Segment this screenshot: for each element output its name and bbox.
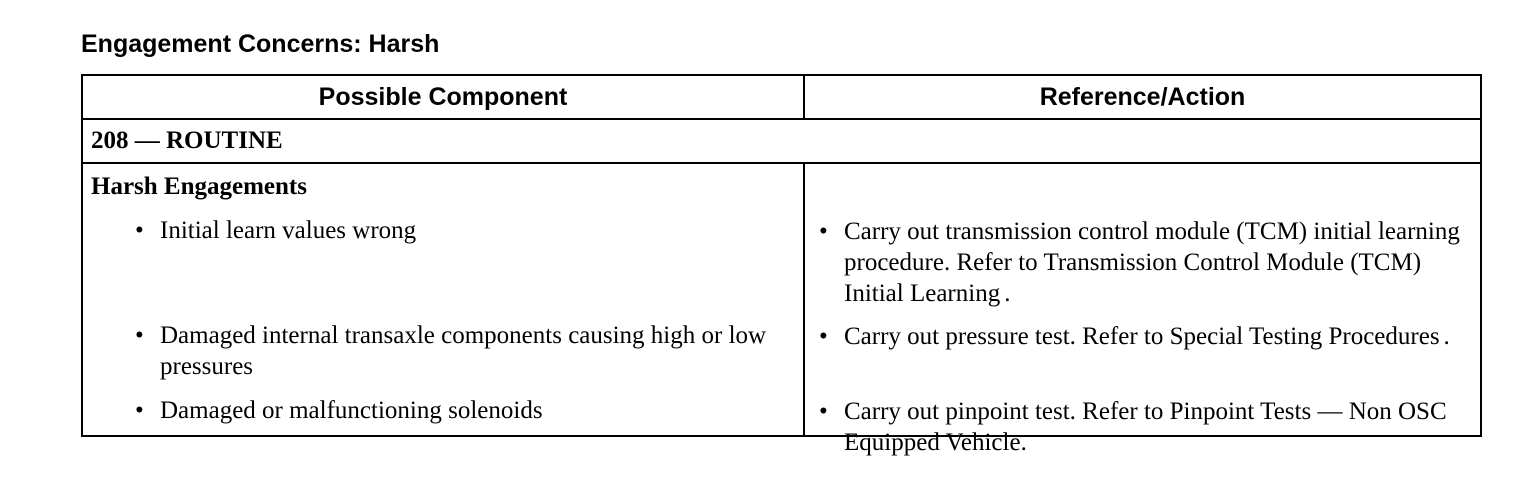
column-header-reference-action: Reference/Action (804, 75, 1481, 119)
list-item (135, 320, 795, 395)
action-list (819, 216, 1472, 456)
component-text: Damaged or malfunctioning solenoids (160, 397, 543, 424)
routine-label: 208 — ROUTINE (82, 119, 1481, 163)
list-item (135, 395, 795, 426)
list-item (819, 321, 1472, 396)
bullet-icon: • (135, 322, 144, 349)
action-period: . (1020, 429, 1027, 456)
concern-table (81, 74, 1482, 456)
column-header-possible-component: Possible Component (82, 75, 804, 119)
bullet-icon: • (135, 217, 144, 244)
bullet-icon: • (819, 398, 828, 425)
action-period: . (1004, 280, 1011, 307)
table-header-row (82, 75, 1481, 119)
section-heading: Harsh Engagements (91, 173, 307, 200)
component-list (135, 215, 795, 426)
action-text: Carry out pressure test. Refer to Special Testing Procedures (844, 323, 1440, 350)
routine-row (82, 119, 1481, 163)
list-item (819, 216, 1472, 321)
action-text: Carry out transmission control module (TCM) initial learning procedure. Refer to Transmission Control Module (TCM) Initial Learning (844, 218, 1460, 307)
action-period: . (1443, 323, 1450, 350)
bullet-icon: • (135, 397, 144, 424)
possible-component-cell (82, 163, 804, 436)
table-row (82, 163, 1481, 436)
component-text: Initial learn values wrong (160, 217, 417, 244)
bullet-icon: • (819, 218, 828, 245)
reference-action-cell (804, 163, 1481, 456)
page-title: Engagement Concerns: Harsh (81, 30, 440, 58)
list-item (135, 215, 795, 320)
list-item (819, 396, 1472, 456)
bullet-icon: • (819, 323, 828, 350)
action-text: Carry out pinpoint test. Refer to Pinpoint Tests — Non OSC Equipped Vehicle (844, 398, 1447, 456)
component-text: Damaged internal transaxle components causing high or low pressures (160, 322, 767, 380)
